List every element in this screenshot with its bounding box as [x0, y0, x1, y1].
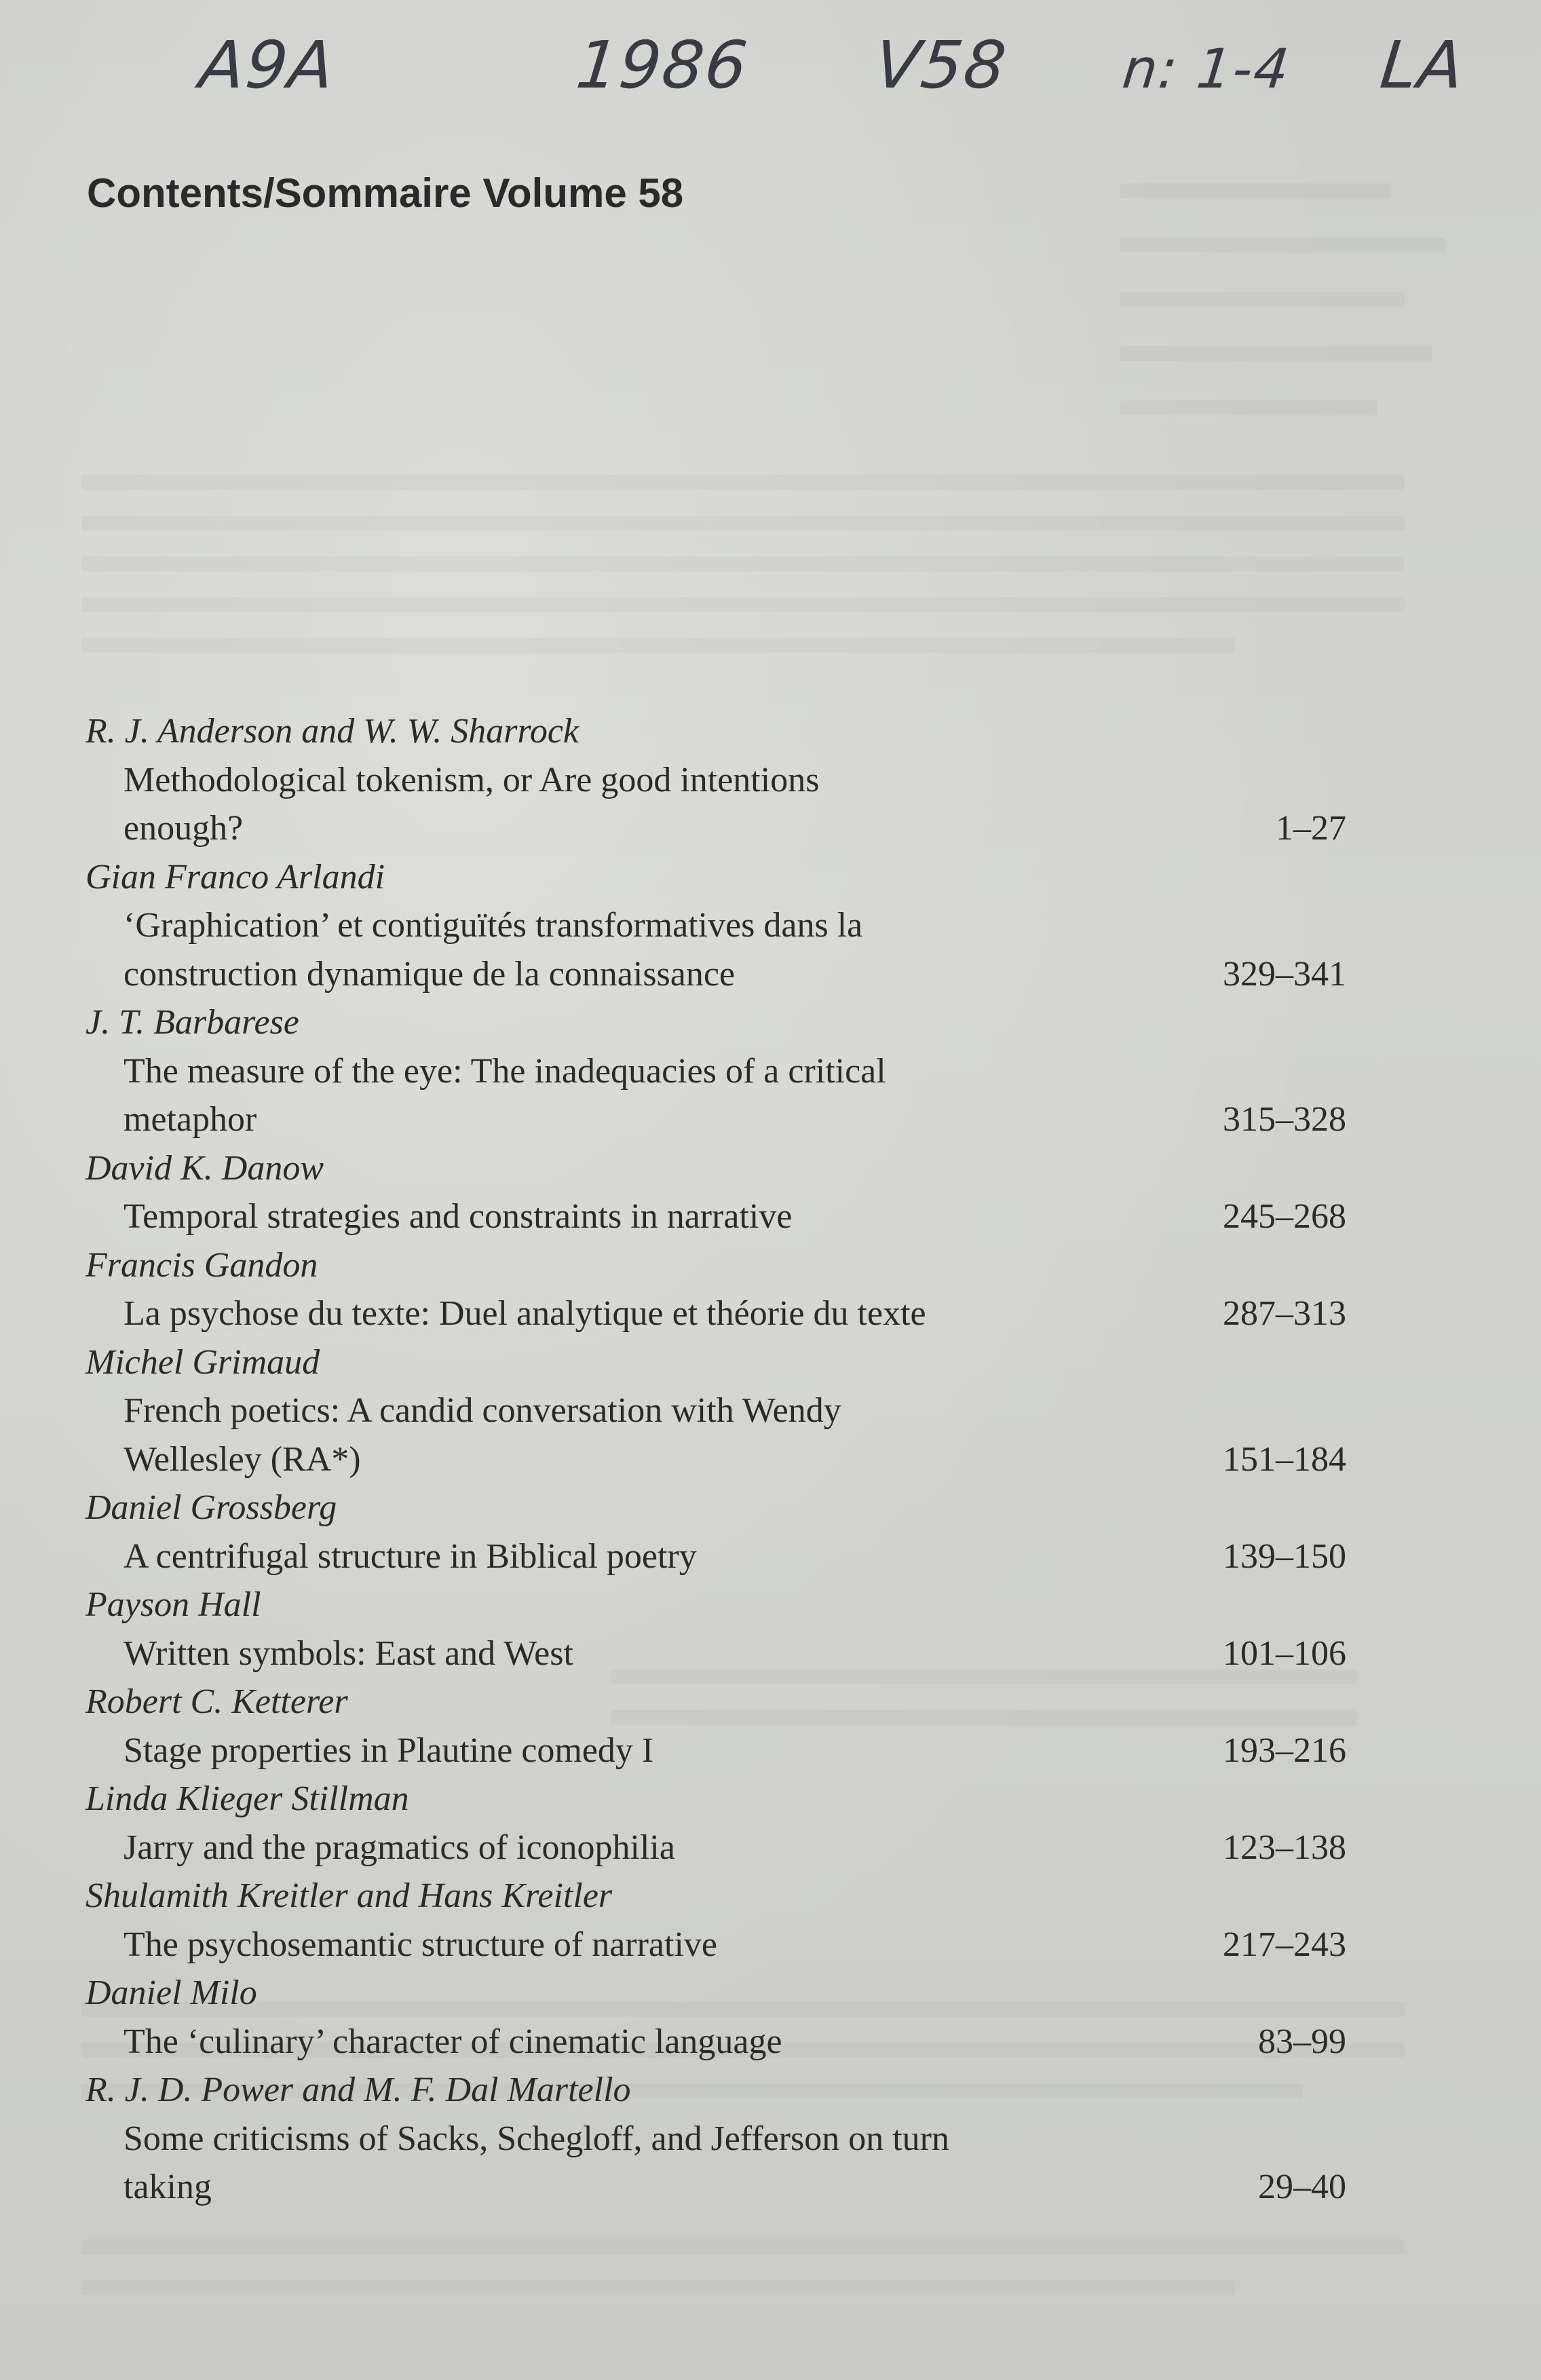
author-name: Payson Hall: [85, 1585, 261, 1624]
article-title: French poetics: A candid conversation with Wendy: [123, 1391, 841, 1430]
bleed-through-texture: [81, 516, 1405, 531]
title-line: [0, 901, 1541, 950]
author-name: Daniel Milo: [85, 1973, 257, 2012]
article-title: taking: [123, 2168, 212, 2206]
page-range: 151–184: [1223, 1439, 1346, 1479]
title-line: [0, 1095, 1541, 1144]
page-range: 217–243: [1223, 1925, 1346, 1964]
bleed-through-texture: [81, 597, 1405, 612]
page-range: 315–328: [1223, 1100, 1346, 1139]
handwritten-issues: n: 1-4: [1120, 37, 1293, 100]
article-title: Written symbols: East and West: [123, 1633, 573, 1673]
handwritten-mark: A9A: [196, 27, 339, 103]
page-range: 329–341: [1223, 954, 1346, 994]
page-range: 193–216: [1223, 1731, 1346, 1770]
bleed-through-texture: [1120, 292, 1405, 307]
title-line: [0, 2018, 1541, 2066]
toc-entry: [0, 1338, 1541, 1484]
title-line: [0, 1921, 1541, 1969]
toc-entry: [0, 1775, 1541, 1872]
title-line: [0, 2163, 1541, 2212]
article-title: The ‘culinary’ character of cinematic language: [123, 2022, 782, 2061]
bleed-through-texture: [1120, 238, 1445, 252]
title-line: [0, 1824, 1541, 1872]
article-title: A centrifugal structure in Biblical poetry: [123, 1536, 697, 1576]
page-range: 101–106: [1223, 1633, 1346, 1673]
title-line: [0, 1532, 1541, 1581]
article-title: ‘Graphication’ et contiguïtés transformatives dans la: [123, 906, 863, 945]
article-title: Jarry and the pragmatics of iconophilia: [123, 1828, 675, 1867]
toc-entry: [0, 707, 1541, 853]
bleed-through-texture: [81, 556, 1405, 571]
bleed-through-texture: [1120, 183, 1391, 198]
title-line: [0, 950, 1541, 999]
toc-entry: [0, 1678, 1541, 1775]
bleed-through-texture: [1120, 346, 1432, 361]
author-name: Michel Grimaud: [85, 1342, 320, 1382]
article-title: construction dynamique de la connaissance: [123, 954, 736, 994]
toc-entry: [0, 1969, 1541, 2066]
title-line: [0, 1289, 1541, 1338]
handwritten-year: 1986: [573, 27, 753, 103]
article-title: enough?: [123, 809, 244, 848]
toc-entry: [0, 853, 1541, 999]
title-line: [0, 1629, 1541, 1678]
bleed-through-texture: [81, 2280, 1235, 2295]
handwritten-volume: V58: [871, 27, 1011, 103]
title-line: [0, 1435, 1541, 1484]
title-line: [0, 1047, 1541, 1096]
page-range: 83–99: [1258, 2022, 1346, 2061]
article-title: The measure of the eye: The inadequacies of a critical: [123, 1051, 886, 1091]
title-line: [0, 1726, 1541, 1775]
author-name: Daniel Grossberg: [85, 1488, 337, 1527]
title-line: [0, 756, 1541, 805]
article-title: The psychosemantic structure of narrative: [123, 1925, 717, 1964]
bleed-through-texture: [81, 2240, 1405, 2254]
author-name: Shulamith Kreitler and Hans Kreitler: [85, 1876, 613, 1915]
contents-list: [0, 707, 1541, 2212]
page-title: Contents/Sommaire Volume 58: [87, 170, 684, 216]
title-line: [0, 1192, 1541, 1241]
title-line: [0, 1386, 1541, 1435]
article-title: Temporal strategies and constraints in narrative: [123, 1197, 793, 1236]
article-title: Wellesley (RA*): [123, 1439, 361, 1479]
author-name: David K. Danow: [85, 1148, 324, 1188]
article-title: Methodological tokenism, or Are good intentions: [123, 760, 820, 799]
bleed-through-texture: [1120, 400, 1377, 415]
page-range: 287–313: [1223, 1294, 1346, 1333]
article-title: La psychose du texte: Duel analytique et théorie du texte: [123, 1294, 926, 1333]
article-title: metaphor: [123, 1100, 257, 1139]
toc-entry: [0, 2066, 1541, 2212]
title-line: [0, 2115, 1541, 2164]
page-range: 245–268: [1223, 1197, 1346, 1236]
author-name: Linda Klieger Stillman: [85, 1779, 409, 1818]
toc-entry: [0, 1144, 1541, 1241]
page-range: 29–40: [1258, 2168, 1346, 2206]
page-range: 123–138: [1223, 1828, 1346, 1867]
author-name: R. J. Anderson and W. W. Sharrock: [85, 712, 579, 751]
toc-entry: [0, 1581, 1541, 1678]
author-name: R. J. D. Power and M. F. Dal Martello: [85, 2071, 631, 2109]
author-name: Francis Gandon: [85, 1245, 318, 1285]
article-title: Some criticisms of Sacks, Schegloff, and Jefferson on turn: [123, 2119, 949, 2158]
author-name: Robert C. Ketterer: [85, 1682, 348, 1721]
page-range: 1–27: [1276, 809, 1346, 848]
article-title: Stage properties in Plautine comedy I: [123, 1731, 654, 1770]
page-range: 139–150: [1223, 1536, 1346, 1576]
bleed-through-texture: [81, 638, 1235, 653]
toc-entry: [0, 1241, 1541, 1338]
bleed-through-texture: [81, 475, 1405, 490]
author-name: Gian Franco Arlandi: [85, 857, 385, 896]
title-line: [0, 804, 1541, 853]
handwritten-initials: LA: [1377, 27, 1469, 103]
toc-entry: [0, 1484, 1541, 1581]
author-name: J. T. Barbarese: [85, 1003, 299, 1042]
toc-entry: [0, 998, 1541, 1144]
toc-entry: [0, 1872, 1541, 1969]
